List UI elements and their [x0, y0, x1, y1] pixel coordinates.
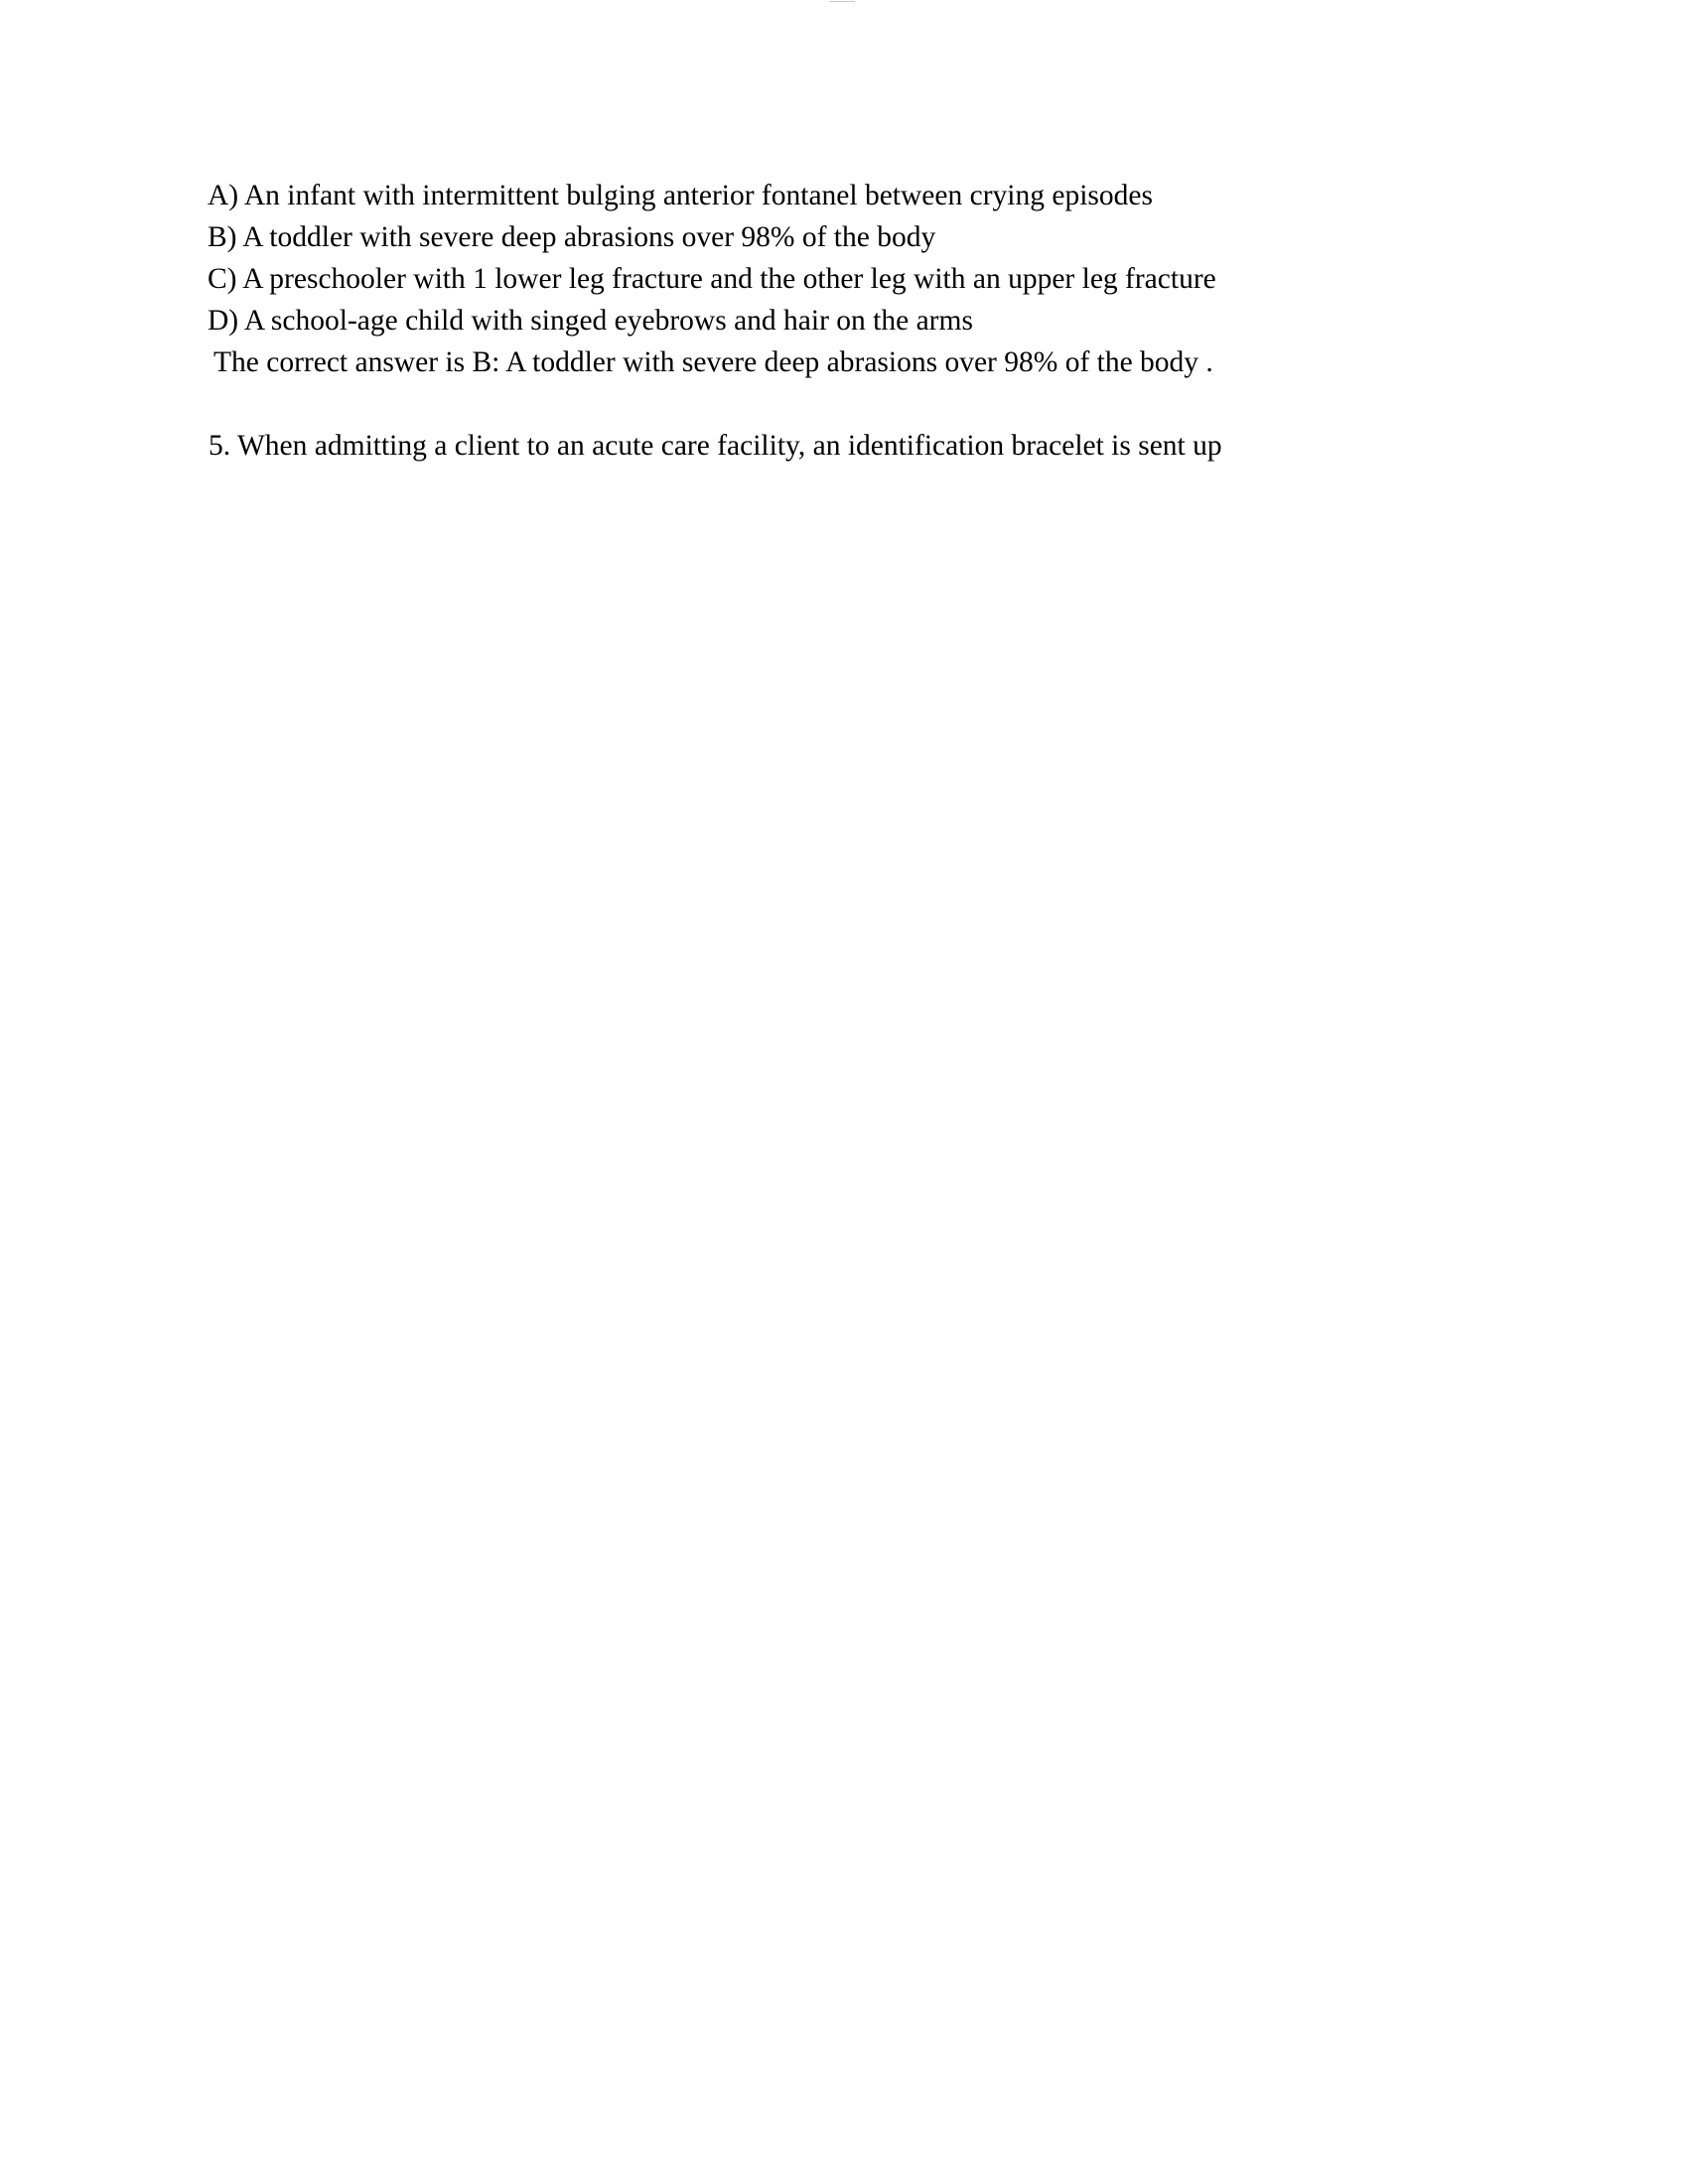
answer-option-b: B) A toddler with severe deep abrasions over 98% of the body	[208, 221, 936, 253]
paragraph-spacer	[208, 383, 1419, 425]
document-body	[208, 175, 1419, 467]
next-question-text: 5. When admitting a client to an acute care facility, an identification bracelet is sent up	[209, 430, 1222, 462]
answer-option-c: C) A preschooler with 1 lower leg fracture and the other leg with an upper leg fracture	[208, 263, 1216, 295]
answer-option-d: D) A school-age child with singed eyebrows and hair on the arms	[208, 305, 973, 337]
correct-answer-text: The correct answer is B: A toddler with severe deep abrasions over 98% of the body .	[213, 346, 1213, 378]
answer-option-a: A) An infant with intermittent bulging anterior fontanel between crying episodes	[208, 180, 1153, 211]
header-mark: ¯¯¯¯¯	[829, 0, 855, 12]
